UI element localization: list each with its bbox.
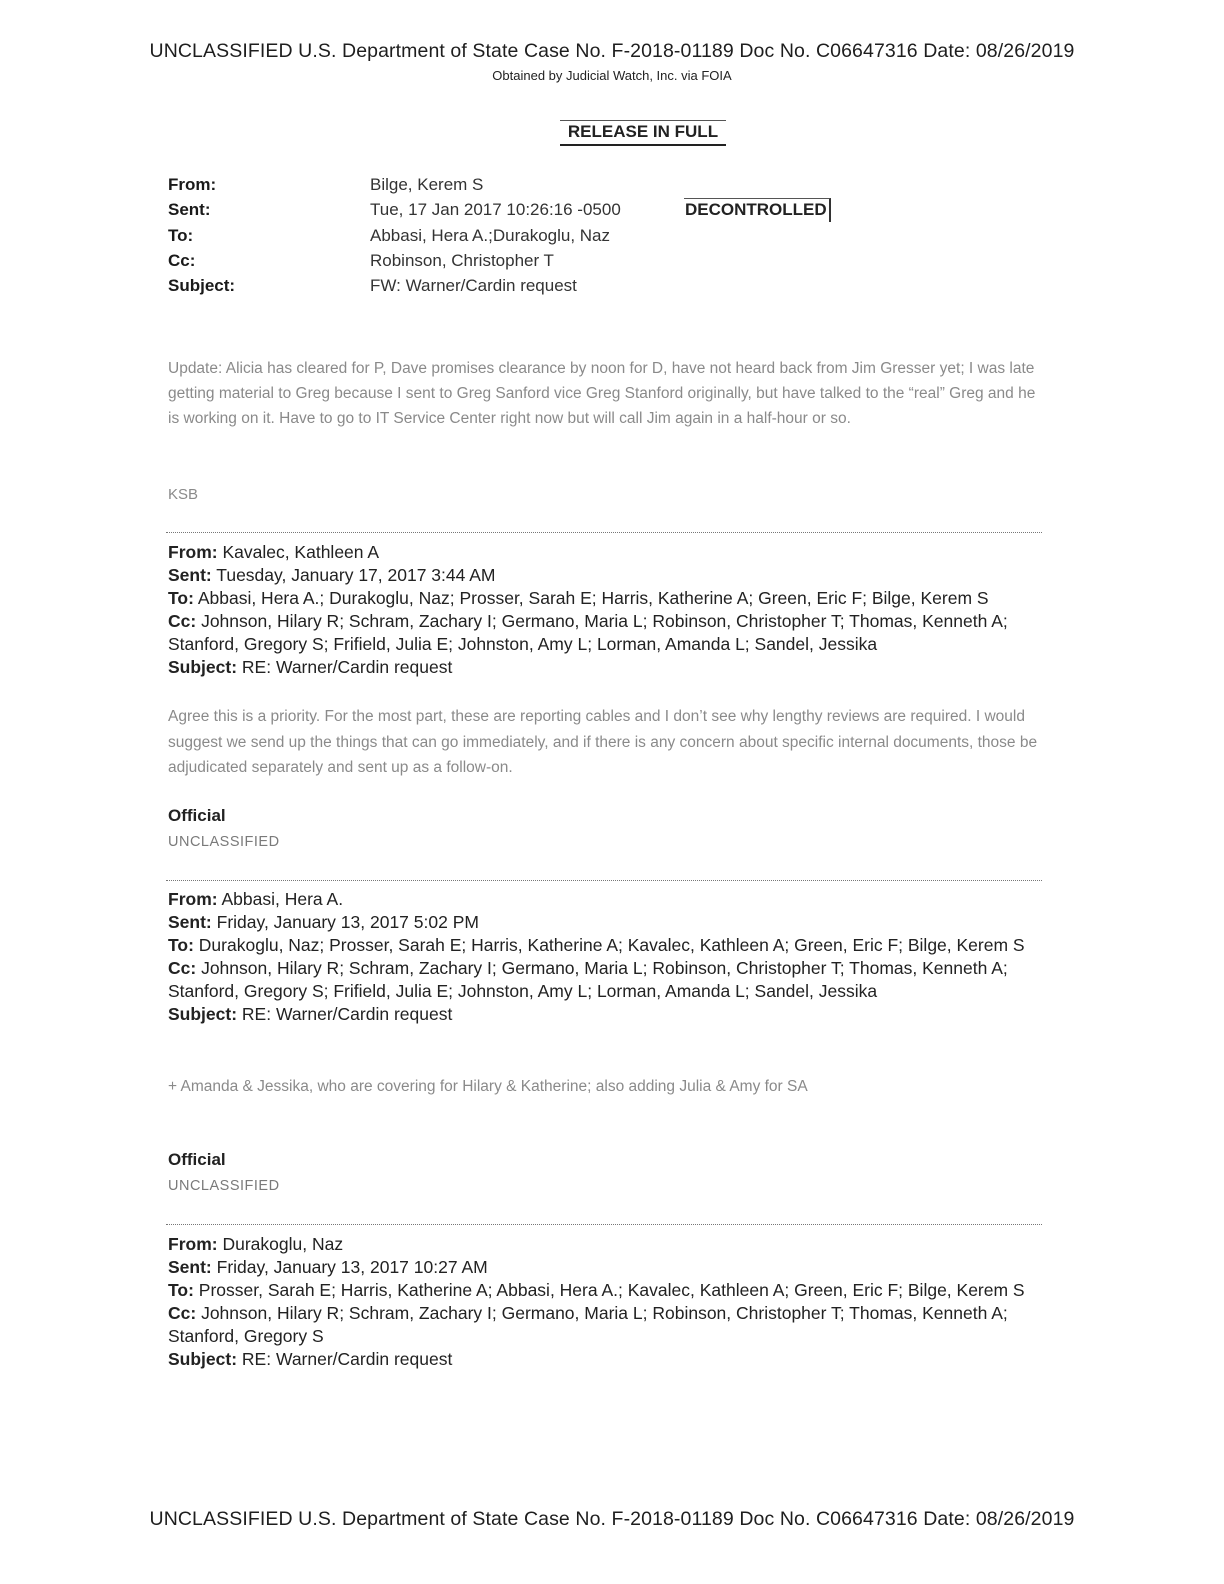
- message-header-kavalec: [168, 541, 1048, 679]
- subject-value: RE: Warner/Cardin request: [241, 1349, 453, 1369]
- header-sent-label: Sent:: [168, 200, 211, 219]
- from-value: Durakoglu, Naz: [222, 1234, 344, 1254]
- header-to-label: To:: [168, 226, 194, 245]
- signature: KSB: [168, 486, 199, 503]
- to-label: To:: [168, 935, 194, 955]
- message-subject-row: [168, 656, 1048, 679]
- message-cc-row: [168, 957, 1048, 1003]
- message-sent-row: [168, 911, 1048, 934]
- sent-value: Tuesday, January 17, 2017 3:44 AM: [216, 565, 496, 585]
- cc-label: Cc:: [168, 611, 197, 631]
- message-body-abbasi: + Amanda & Jessika, who are covering for Hilary & Katherine; also adding Julia & Amy for SA: [168, 1078, 808, 1095]
- classification-banner-bottom: UNCLASSIFIED U.S. Department of State Case No. F-2018-01189 Doc No. C06647316 Date: 08/26/2019: [149, 1508, 1075, 1530]
- message-from-row: [168, 1233, 1048, 1256]
- message-header-durakoglu: [168, 1233, 1048, 1371]
- to-value: Durakoglu, Naz; Prosser, Sarah E; Harris, Katherine A; Kavalec, Kathleen A; Green, Eric F; Bilge, Kerem S: [198, 935, 1025, 955]
- from-value: Abbasi, Hera A.: [221, 889, 344, 909]
- header-cc-label: Cc:: [168, 251, 196, 270]
- header-from-value: Bilge, Kerem S: [370, 175, 484, 194]
- header-subject-label: Subject:: [168, 276, 236, 295]
- message-divider: [166, 880, 1042, 881]
- official-label: Official: [168, 1150, 226, 1169]
- foia-source-line: Obtained by Judicial Watch, Inc. via FOIA: [492, 68, 732, 83]
- official-label: Official: [168, 806, 226, 825]
- update-message-body: Update: Alicia has cleared for P, Dave promises clearance by noon for D, have not heard back from Jim Gresser yet; I was late getting material to Greg because I sent to Greg Sanford vice Greg Stanford originally, but have talked to the “real” Greg and he is working on it. Have to go to IT Service Center right now but will call Jim again in a half-hour or so.: [168, 360, 1036, 427]
- classification-marking: UNCLASSIFIED: [168, 1178, 280, 1194]
- from-label: From:: [168, 542, 218, 562]
- classification-banner-top: UNCLASSIFIED U.S. Department of State Case No. F-2018-01189 Doc No. C06647316 Date: 08/26/2019: [149, 40, 1075, 62]
- message-sent-row: [168, 564, 1048, 587]
- to-label: To:: [168, 588, 194, 608]
- sent-value: Friday, January 13, 2017 10:27 AM: [216, 1257, 488, 1277]
- sent-label: Sent:: [168, 1257, 212, 1277]
- message-to-row: [168, 1279, 1048, 1302]
- classification-marking: UNCLASSIFIED: [168, 834, 280, 850]
- subject-label: Subject:: [168, 1349, 238, 1369]
- cc-label: Cc:: [168, 958, 197, 978]
- to-value: Prosser, Sarah E; Harris, Katherine A; Abbasi, Hera A.; Kavalec, Kathleen A; Green, Eric F; Bilge, Kerem S: [198, 1280, 1025, 1300]
- to-value: Abbasi, Hera A.; Durakoglu, Naz; Prosser, Sarah E; Harris, Katherine A; Green, Eric F; Bilge, Kerem S: [197, 588, 989, 608]
- subject-value: RE: Warner/Cardin request: [241, 657, 453, 677]
- message-subject-row: [168, 1348, 1048, 1371]
- subject-label: Subject:: [168, 657, 238, 677]
- message-to-row: [168, 934, 1048, 957]
- message-from-row: [168, 888, 1048, 911]
- message-divider: [166, 532, 1042, 533]
- from-label: From:: [168, 1234, 218, 1254]
- message-cc-row: [168, 1302, 1048, 1348]
- message-header-abbasi: [168, 888, 1048, 1026]
- message-subject-row: [168, 1003, 1048, 1026]
- message-from-row: [168, 541, 1048, 564]
- to-label: To:: [168, 1280, 194, 1300]
- sent-value: Friday, January 13, 2017 5:02 PM: [216, 912, 479, 932]
- message-body-kavalec: Agree this is a priority. For the most part, these are reporting cables and I don’t see why lengthy reviews are required. I would suggest we send up the things that can go immediately, and if there is any concern about specific internal documents, those be adjudicated separately and sent up as a follow-on.: [168, 708, 1038, 776]
- message-divider: [166, 1224, 1042, 1225]
- cc-value: Johnson, Hilary R; Schram, Zachary I; Germano, Maria L; Robinson, Christopher T; Thomas, Kenneth A; Stanford, Gregory S: [168, 1303, 1008, 1346]
- message-to-row: [168, 587, 1048, 610]
- header-subject-value: FW: Warner/Cardin request: [370, 276, 577, 295]
- header-sent-value: Tue, 17 Jan 2017 10:26:16 -0500: [370, 200, 621, 219]
- header-cc-value: Robinson, Christopher T: [370, 251, 554, 270]
- subject-label: Subject:: [168, 1004, 238, 1024]
- sent-label: Sent:: [168, 565, 212, 585]
- release-in-full-stamp: RELEASE IN FULL: [560, 120, 726, 146]
- cc-value: Johnson, Hilary R; Schram, Zachary I; Germano, Maria L; Robinson, Christopher T; Thomas, Kenneth A; Stanford, Gregory S; Frifield, Julia E; Johnston, Amy L; Lorman, Amanda L; Sandel, Jessika: [168, 958, 1008, 1001]
- cc-value: Johnson, Hilary R; Schram, Zachary I; Germano, Maria L; Robinson, Christopher T; Thomas, Kenneth A; Stanford, Gregory S; Frifield, Julia E; Johnston, Amy L; Lorman, Amanda L; Sandel, Jessika: [168, 611, 1008, 654]
- header-to-value: Abbasi, Hera A.;Durakoglu, Naz: [370, 226, 611, 245]
- subject-value: RE: Warner/Cardin request: [241, 1004, 453, 1024]
- decontrolled-stamp: DECONTROLLED: [684, 198, 831, 222]
- from-label: From:: [168, 889, 218, 909]
- message-sent-row: [168, 1256, 1048, 1279]
- message-cc-row: [168, 610, 1048, 656]
- from-value: Kavalec, Kathleen A: [222, 542, 380, 562]
- cc-label: Cc:: [168, 1303, 197, 1323]
- sent-label: Sent:: [168, 912, 212, 932]
- header-from-label: From:: [168, 175, 217, 194]
